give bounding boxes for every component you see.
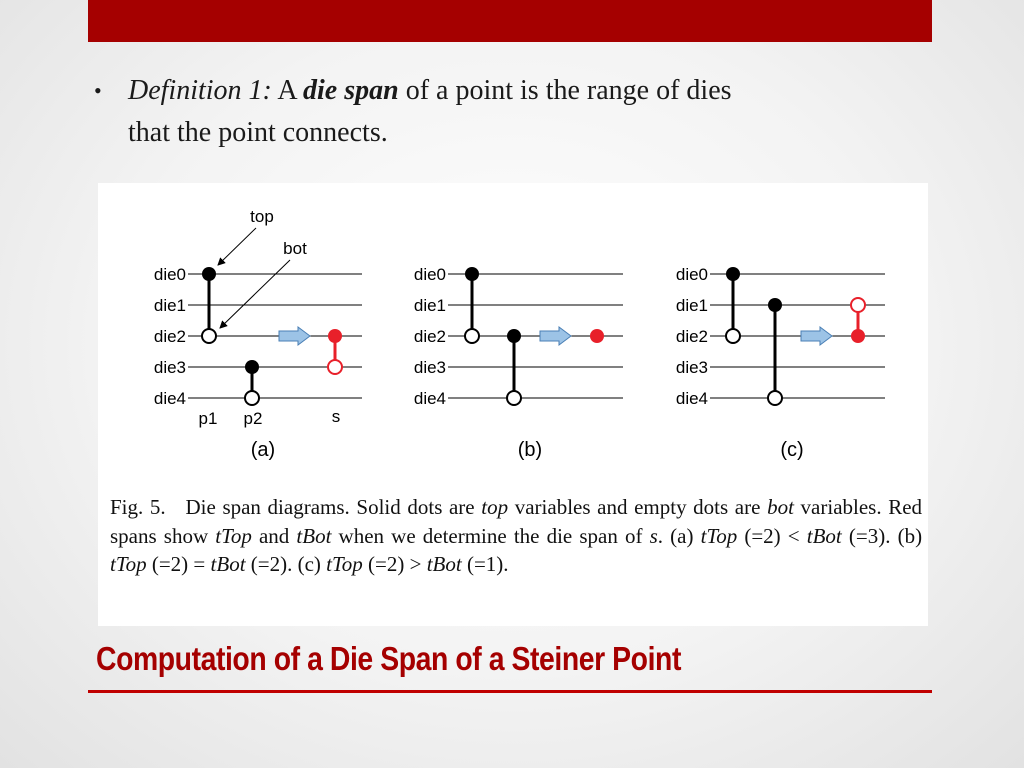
top-pointer-arrow (218, 228, 256, 265)
bot-dot-p2 (768, 391, 782, 405)
die-label: die1 (675, 296, 708, 315)
caption-term: tBot (210, 552, 246, 576)
bot-dot-s (851, 298, 865, 312)
die-label: die2 (675, 327, 708, 346)
definition-text (128, 70, 904, 154)
top-dot-p2 (507, 329, 521, 343)
bot-dot-p1 (465, 329, 479, 343)
point-label: p2 (243, 409, 263, 428)
die-label: die3 (413, 358, 446, 377)
flow-arrow-icon (279, 327, 310, 345)
top-dot-p1 (726, 267, 740, 281)
panel-a (154, 207, 362, 461)
caption-text: Die span diagrams. Solid dots are (185, 495, 475, 519)
bot-dot-p2 (245, 391, 259, 405)
bot-annotation: bot (283, 239, 307, 258)
slide-title: Computation of a Die Span of a Steiner Point (96, 640, 681, 677)
top-dot-p2 (768, 298, 782, 312)
s-dot (590, 329, 604, 343)
caption-term: tTop (110, 552, 147, 576)
top-dot-s (328, 329, 342, 343)
figure-panel (98, 183, 928, 626)
die-label: die0 (413, 265, 446, 284)
point-label: s (331, 407, 341, 426)
die-labels-c (676, 265, 708, 408)
flow-arrow-icon (801, 327, 832, 345)
caption-term: tTop (700, 523, 738, 548)
definition-rest-line2: that the point connects. (128, 117, 388, 148)
bot-dot-p1 (726, 329, 740, 343)
bot-pointer-arrow (220, 260, 290, 328)
die-label: die4 (675, 389, 708, 408)
die-labels-b (414, 265, 446, 408)
panel-c (676, 265, 885, 461)
die-label: die3 (153, 358, 186, 377)
subfigure-label: (c) (780, 439, 804, 461)
caption-term: tBot (296, 523, 332, 548)
die-label: die1 (153, 296, 186, 315)
die-label: die1 (413, 296, 446, 315)
panel-b (414, 265, 623, 461)
definition-bullet (94, 70, 904, 154)
die-label: die4 (413, 389, 446, 408)
die-label: die2 (413, 327, 446, 346)
caption-term: bot (767, 495, 794, 519)
caption-term: tTop (215, 523, 252, 548)
caption-text: . (a) (657, 523, 694, 548)
caption-text: (=2) = (151, 552, 211, 576)
bot-dot-p2 (507, 391, 521, 405)
subfigure-label: (a) (250, 439, 276, 461)
caption-text: (=2). (c) (250, 552, 321, 576)
title-underline (88, 690, 932, 693)
die-label: die0 (675, 265, 708, 284)
flow-arrow-icon (540, 327, 571, 345)
caption-text: and (258, 523, 290, 548)
definition-rest-line1: of a point is the range of dies (405, 75, 732, 106)
caption-term: s (649, 523, 658, 548)
definition-label: Definition 1: (128, 75, 272, 106)
top-dot-p2 (245, 360, 259, 374)
bullet-dot: • (94, 78, 102, 103)
top-dot-p1 (202, 267, 216, 281)
caption-text: when we determine the die span of (338, 523, 643, 548)
top-accent-bar (88, 0, 932, 42)
figure-caption (110, 493, 922, 579)
caption-text: (=2) < (744, 523, 807, 548)
die-span-diagram (98, 183, 928, 483)
caption-text: (=1). (466, 552, 509, 576)
subfigure-label: (b) (517, 439, 543, 461)
caption-text: (=3). (b) (848, 523, 923, 548)
die-label: die4 (153, 389, 186, 408)
caption-term: top (481, 495, 509, 519)
top-dot-s (851, 329, 865, 343)
die-label: die0 (153, 265, 186, 284)
die-labels-a (154, 265, 186, 408)
top-annotation: top (250, 207, 274, 226)
bot-dot-p1 (202, 329, 216, 343)
caption-term: tBot (426, 552, 462, 576)
definition-term: die span (303, 75, 399, 106)
top-dot-p1 (465, 267, 479, 281)
caption-fig-label: Fig. 5. (110, 495, 166, 519)
die-label: die2 (153, 327, 186, 346)
bot-dot-s (328, 360, 342, 374)
die-label: die3 (675, 358, 708, 377)
caption-text: variables. Red spans show (110, 495, 923, 548)
caption-term: tTop (326, 552, 363, 576)
point-label: p1 (198, 409, 218, 428)
caption-term: tBot (806, 523, 842, 548)
caption-text: (=2) > (368, 552, 427, 576)
caption-text: variables and empty dots are (514, 495, 761, 519)
definition-article: A (277, 75, 297, 106)
